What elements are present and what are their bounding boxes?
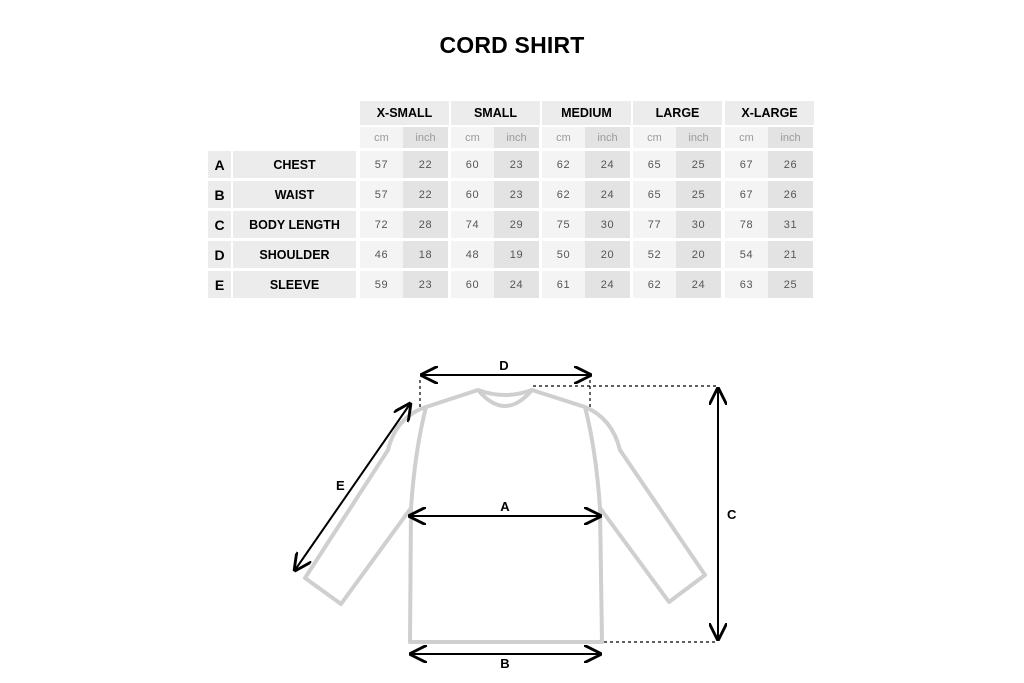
unit-header-cm: cm	[725, 127, 768, 148]
page-title: CORD SHIRT	[439, 32, 585, 58]
value-inch: 21	[768, 241, 813, 268]
value-inch: 28	[403, 211, 448, 238]
value-inch: 22	[403, 181, 448, 208]
row-letter: A	[208, 151, 231, 178]
label-d: D	[499, 358, 509, 373]
dimension-a-chest	[410, 499, 600, 516]
value-inch: 29	[494, 211, 539, 238]
value-cm: 74	[451, 211, 494, 238]
value-cm: 67	[725, 151, 768, 178]
unit-header-inch: inch	[494, 127, 539, 148]
label-b: B	[500, 656, 510, 671]
unit-header-inch: inch	[768, 127, 813, 148]
value-cm: 63	[725, 271, 768, 298]
value-cm: 59	[360, 271, 403, 298]
value-cm: 65	[633, 181, 676, 208]
value-inch: 20	[676, 241, 721, 268]
row-letter: E	[208, 271, 231, 298]
value-cm: 60	[451, 271, 494, 298]
value-inch: 24	[676, 271, 721, 298]
value-cm: 54	[725, 241, 768, 268]
value-cm: 61	[542, 271, 585, 298]
value-inch: 25	[768, 271, 813, 298]
value-cm: 62	[542, 181, 585, 208]
value-inch: 20	[585, 241, 630, 268]
row-letter: D	[208, 241, 231, 268]
value-cm: 77	[633, 211, 676, 238]
value-cm: 78	[725, 211, 768, 238]
measurement-name: SLEEVE	[233, 271, 356, 298]
size-header: MEDIUM	[542, 101, 631, 125]
measurement-name: WAIST	[233, 181, 356, 208]
value-cm: 62	[633, 271, 676, 298]
value-cm: 65	[633, 151, 676, 178]
value-cm: 48	[451, 241, 494, 268]
value-inch: 26	[768, 181, 813, 208]
label-c: C	[727, 507, 737, 522]
unit-header-cm: cm	[360, 127, 403, 148]
size-header: X-LARGE	[725, 101, 814, 125]
value-inch: 23	[403, 271, 448, 298]
row-letter: B	[208, 181, 231, 208]
value-cm: 60	[451, 151, 494, 178]
row-letter: C	[208, 211, 231, 238]
value-inch: 24	[585, 271, 630, 298]
measurement-name: BODY LENGTH	[233, 211, 356, 238]
value-inch: 30	[676, 211, 721, 238]
measurement-name: SHOULDER	[233, 241, 356, 268]
value-inch: 26	[768, 151, 813, 178]
value-inch: 24	[585, 151, 630, 178]
value-inch: 30	[585, 211, 630, 238]
value-cm: 50	[542, 241, 585, 268]
value-cm: 62	[542, 151, 585, 178]
unit-header-inch: inch	[403, 127, 448, 148]
value-inch: 24	[585, 181, 630, 208]
dimension-c-body-length	[533, 386, 737, 642]
value-cm: 57	[360, 151, 403, 178]
measurement-name: CHEST	[233, 151, 356, 178]
unit-header-cm: cm	[542, 127, 585, 148]
value-inch: 23	[494, 151, 539, 178]
size-header: SMALL	[451, 101, 540, 125]
value-inch: 18	[403, 241, 448, 268]
value-inch: 23	[494, 181, 539, 208]
value-cm: 75	[542, 211, 585, 238]
value-cm: 60	[451, 181, 494, 208]
value-inch: 22	[403, 151, 448, 178]
value-cm: 72	[360, 211, 403, 238]
unit-header-inch: inch	[585, 127, 630, 148]
value-cm: 57	[360, 181, 403, 208]
size-header: X-SMALL	[360, 101, 449, 125]
value-inch: 25	[676, 181, 721, 208]
size-header: LARGE	[633, 101, 722, 125]
value-cm: 46	[360, 241, 403, 268]
value-cm: 52	[633, 241, 676, 268]
unit-header-inch: inch	[676, 127, 721, 148]
value-inch: 24	[494, 271, 539, 298]
unit-header-cm: cm	[633, 127, 676, 148]
label-a: A	[500, 499, 510, 514]
value-inch: 31	[768, 211, 813, 238]
unit-header-cm: cm	[451, 127, 494, 148]
dimension-e-sleeve	[295, 404, 410, 570]
value-cm: 67	[725, 181, 768, 208]
value-inch: 19	[494, 241, 539, 268]
value-inch: 25	[676, 151, 721, 178]
label-e: E	[336, 478, 345, 493]
dimension-b-waist	[411, 654, 600, 671]
